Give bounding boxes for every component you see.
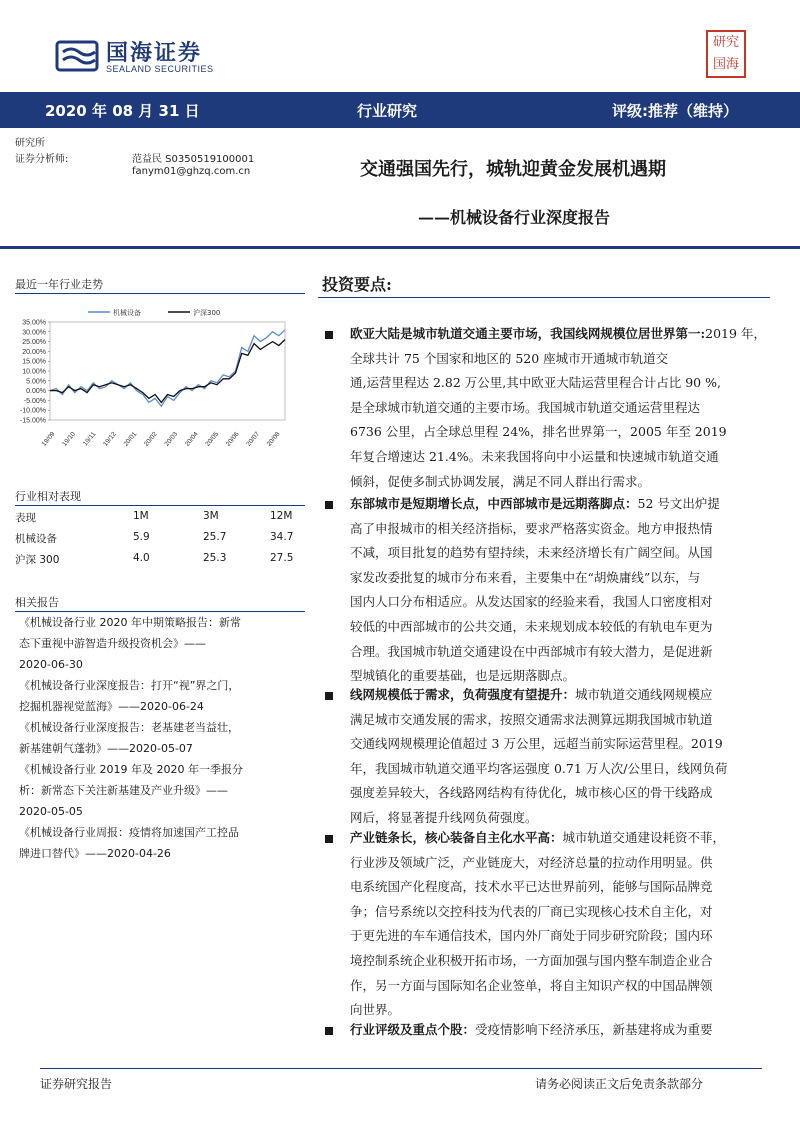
related-list	[19, 612, 303, 864]
point-line: 满足城市交通发展的需求，按照交通需求法测算远期我国城市轨道	[350, 711, 713, 727]
perf-cell: 25.7	[203, 531, 227, 543]
perf-cell: 5.9	[133, 531, 150, 543]
point-line: 电系统国产化程度高，技术水平已达世界前列，能够与国际品牌竞	[350, 879, 713, 895]
point-line: 城市轨道交通建设耗资不菲，	[562, 830, 726, 845]
y-tick-label: -5.00%	[23, 397, 46, 405]
y-tick-label: 0.00%	[26, 388, 46, 396]
y-tick-label: 25.00%	[22, 339, 46, 347]
point-line: 网后，将显著提升线网负荷强度。	[350, 809, 538, 825]
related-line: 2020-05-05	[19, 805, 83, 818]
x-tick-label: 20/06	[224, 430, 241, 448]
analyst-role: 证券分析师:	[15, 154, 69, 165]
point-line: 2019 年，全球共计 75 个国家和地区的 520 座城市开通城市轨道交	[350, 326, 766, 366]
bullet-icon	[325, 1027, 333, 1035]
point-line: 受疫情影响下经济承压，新基建将成为重要	[475, 1022, 713, 1037]
y-tick-label: 35.00%	[22, 319, 46, 327]
related-line: 新基建朝气蓬勃》——2020-05-07	[19, 742, 193, 755]
x-tick-label: 20/04	[183, 430, 200, 448]
y-tick-label: 10.00%	[22, 368, 46, 376]
bullet-icon	[325, 835, 333, 843]
x-tick-label: 19/12	[102, 430, 118, 448]
series-line	[50, 340, 285, 403]
x-tick-label: 19/11	[81, 430, 98, 448]
point-line: 城市轨道交通线网规模应	[575, 687, 713, 702]
page-subtitle: ——机械设备行业深度报告	[418, 208, 611, 227]
related-line: 《机械设备行业周报：疫情将加速国产工控品	[19, 826, 239, 839]
point-line: 于更先进的车车通信技术，国内外厂商处于同步研究阶段；国内环	[350, 928, 713, 944]
point-line: 高了申报城市的相关经济指标，要求严格落实资金。地方申报热情	[350, 520, 713, 536]
x-tick-label: 20/02	[142, 430, 159, 448]
related-line: 《机械设备行业 2019 年及 2020 年一季报分	[19, 763, 243, 776]
divider	[40, 1068, 762, 1069]
point-line: 境控制系统企业积极开拓市场，一方面加强与国内整车制造企业合	[350, 952, 713, 968]
divider	[318, 297, 770, 298]
perf-cell: 沪深 300	[15, 554, 60, 566]
related-line: 挖掘机器视觉蓝海》——2020-06-24	[19, 700, 204, 713]
related-line: 态下重视中游智造升级投资机会》——	[19, 637, 206, 650]
point-line: 合理。我国城市轨道交通建设在中西部城市有较大潜力，是促进新	[350, 643, 713, 659]
invest-heading: 投资要点:	[322, 275, 392, 294]
point-lead: 东部城市是短期增长点，中西部城市是远期落脚点：	[350, 496, 638, 511]
perf-cell: 4.0	[133, 552, 150, 564]
dept: 研究所	[15, 138, 45, 149]
point-line: 倾斜，促使多制式协调发展，满足不同人群出行需求。	[350, 473, 651, 489]
invest-point	[350, 826, 766, 1023]
related-heading: 相关报告	[15, 596, 59, 609]
perf-heading: 行业相对表现	[15, 490, 81, 503]
plot-frame	[50, 322, 285, 420]
point-line: 是全球城市轨道交通的主要市场。我国城市轨道交通运营里程达	[350, 399, 701, 415]
related-line: 《机械设备行业深度报告：老基建老当益壮，	[19, 721, 239, 734]
perf-header-cell: 表现	[15, 512, 36, 524]
point-line: 向世界。	[350, 1002, 401, 1018]
x-tick-label: 19/10	[61, 430, 77, 448]
point-line: 52 号文出炉提	[637, 496, 720, 511]
analyst-name: 范益民 S0350519100001	[132, 154, 255, 165]
point-lead: 欧亚大陆是城市轨道交通主要市场，我国线网规模位居世界第一:	[350, 326, 706, 341]
y-tick-label: 30.00%	[22, 329, 46, 337]
point-line: 国内人口分布相适应。从发达国家的经验来看，我国人口密度相对	[350, 594, 713, 610]
research-seal: 研究 国海	[706, 30, 746, 78]
point-line: 作，另一方面与国际知名企业签单，将自主知识产权的中国品牌领	[350, 977, 713, 993]
invest-point	[350, 1018, 766, 1043]
point-line: 年，我国城市轨道交通平均客运强度 0.71 万人次/公里日，线网负荷	[350, 760, 728, 776]
x-tick-label: 20/01	[122, 430, 139, 448]
logo-icon	[55, 40, 99, 72]
related-line: 《机械设备行业深度报告：打开“视”界之门，	[19, 679, 240, 692]
point-line: 通,运营里程达 2.82 万公里,其中欧亚大陆运营里程合计占比 90 %,	[350, 375, 721, 391]
rating: 评级:推荐（维持）	[612, 102, 738, 120]
point-line: 不减，项目批复的趋势有望持续，未来经济增长有广阔空间。从国	[350, 545, 713, 561]
report-date: 2020 年 08 月 31 日	[45, 102, 200, 120]
x-tick-label: 20/08	[265, 430, 282, 448]
report-type: 行业研究	[357, 102, 418, 120]
invest-point	[350, 492, 766, 689]
footer-left: 证券研究报告	[40, 1077, 113, 1091]
perf-cell: 25.3	[203, 552, 227, 564]
point-line: 行业涉及领域广泛，产业链庞大，对经济总量的拉动作用明显。供	[350, 854, 713, 870]
page-title: 交通强国先行，城轨迎黄金发展机遇期	[360, 159, 666, 180]
point-line: 交通线网规模理论值超过 3 万公里，远超当前实际运营里程。2019	[350, 736, 723, 752]
x-tick-label: 20/03	[163, 430, 180, 448]
invest-point	[350, 322, 766, 494]
point-line: 争；信号系统以交控科技为代表的厂商已实现核心技术自主化，对	[350, 903, 713, 919]
point-line: 型城镇化的重要基础，也是远期落脚点。	[350, 668, 576, 684]
y-tick-label: -15.00%	[19, 417, 46, 425]
x-tick-label: 19/09	[40, 430, 57, 448]
y-tick-label: -10.00%	[19, 407, 46, 415]
x-tick-label: 20/05	[204, 430, 221, 448]
brand-name: 国海证券	[106, 41, 203, 66]
related-line: 2020-06-30	[19, 658, 83, 671]
point-lead: 产业链条长，核心装备自主化水平高：	[350, 830, 563, 845]
bullet-icon	[325, 501, 333, 509]
perf-header-cell: 3M	[203, 510, 219, 522]
related-line: 牌进口替代》——2020-04-26	[19, 847, 171, 860]
divider	[15, 293, 305, 294]
bullet-icon	[325, 692, 333, 700]
brand-name-en: SEALAND SECURITIES	[106, 64, 214, 74]
trend-chart	[10, 300, 300, 450]
y-tick-label: 20.00%	[22, 348, 46, 356]
point-lead: 线网规模低于需求，负荷强度有望提升：	[350, 687, 576, 702]
x-tick-label: 20/07	[245, 430, 262, 448]
legend-label: 沪深300	[193, 309, 221, 317]
related-line: 《机械设备行业 2020 年中期策略报告：新常	[19, 616, 241, 629]
divider	[0, 246, 800, 249]
y-tick-label: 15.00%	[22, 358, 46, 366]
divider	[15, 505, 305, 506]
point-line: 强度差异较大，各线路网结构有待优化，城市核心区的骨干线路成	[350, 785, 713, 801]
perf-cell: 27.5	[270, 552, 294, 564]
y-tick-label: 5.00%	[26, 378, 46, 386]
trend-heading: 最近一年行业走势	[15, 278, 103, 291]
perf-cell: 34.7	[270, 531, 294, 543]
bullet-icon	[325, 331, 333, 339]
point-line: 较低的中西部城市的公共交通，未来规划成本较低的有轨电车更为	[350, 618, 713, 634]
point-line: 家发改委批复的城市分布来看，主要集中在“胡焕庸线”以东，与	[350, 569, 701, 585]
analyst-email: fanym01@ghzq.com.cn	[132, 166, 251, 177]
invest-point	[350, 683, 766, 831]
perf-header-cell: 12M	[270, 510, 293, 522]
legend-label: 机械设备	[113, 309, 141, 317]
related-line: 析：新常态下关注新基建及产业升级》——	[19, 784, 228, 797]
point-line: 6736 公里，占全球总里程 24%，排名世界第一，2005 年至 2019	[350, 424, 727, 440]
footer-right: 请务必阅读正文后免责条款部分	[535, 1077, 704, 1091]
perf-header-cell: 1M	[133, 510, 149, 522]
perf-cell: 机械设备	[15, 533, 57, 545]
point-line: 年复合增速达 21.4%。未来我国将向中小运量和快速城市轨道交通	[350, 448, 719, 464]
point-lead: 行业评级及重点个股：	[350, 1022, 476, 1037]
